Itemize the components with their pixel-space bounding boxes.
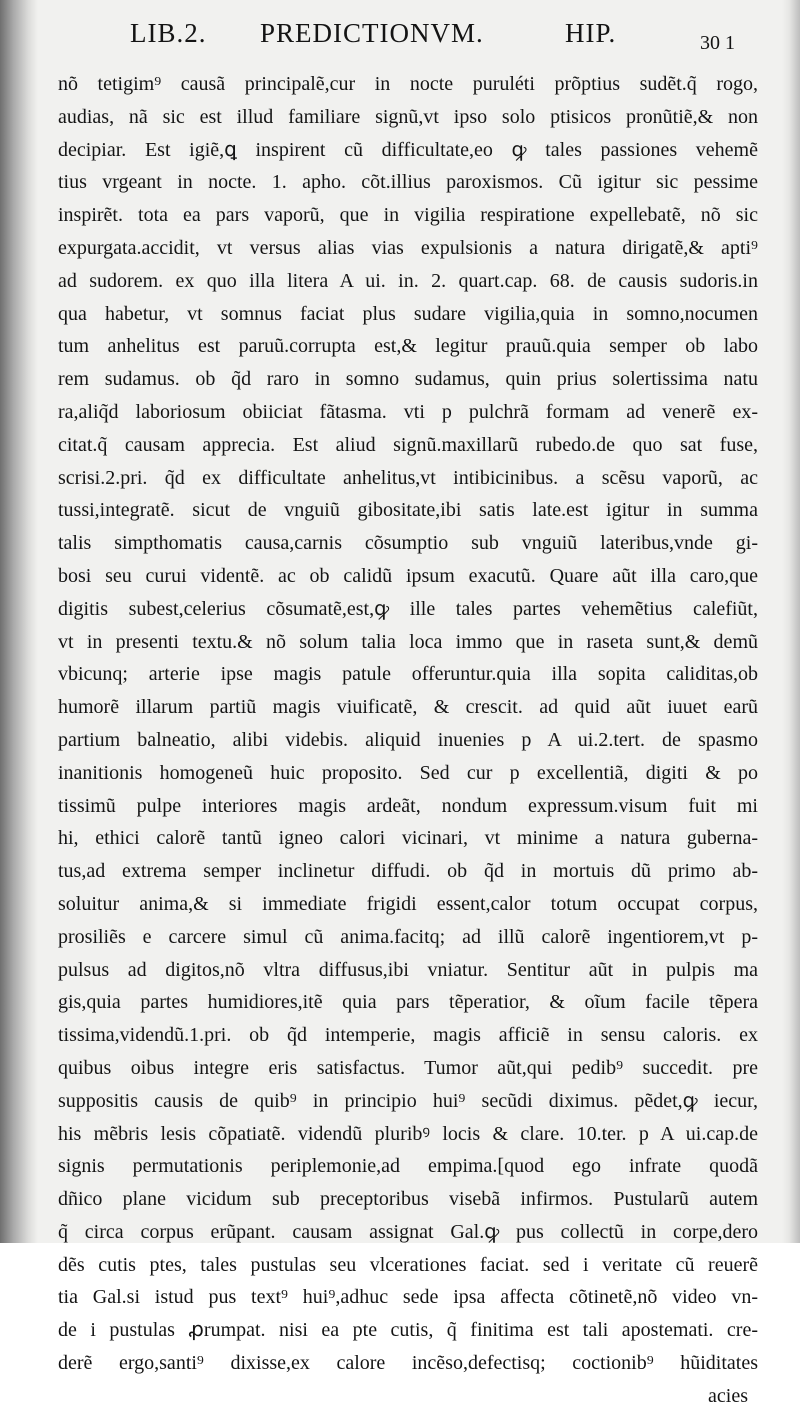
text-line: tius vrgeant in nocte. 1. apho. cõt.illius paroxismos. Cũ igitur sic pessime [58, 171, 758, 194]
text-line: dẽs cutis ptes, tales pustulas seu vlcerationes faciat. sed i veritate cũ reuerẽ [58, 1253, 758, 1276]
text-line: expurgata.accidit, vt versus alias vias expulsionis a natura dirigatẽ,& apti⁹ [58, 236, 758, 259]
text-line: tissima,videndũ.1.pri. ob q̃d intemperie, magis afficiẽ in sensu caloris. ex [58, 1024, 758, 1047]
text-line: derẽ ergo,santi⁹ dixisse,ex calore incẽso,defectisq; coctionib⁹ hũiditates [58, 1352, 758, 1375]
text-line: q̃ circa corpus erũpant. causam assignat Gal.ꝙ pus collectũ in corpe,dero [58, 1220, 758, 1243]
text-line: prosiliẽs e carcere simul cũ anima.facitq; ad illũ calorẽ ingentiorem,vt p- [58, 925, 758, 948]
body-text [58, 68, 758, 1413]
text-line: tia Gal.si istud pus text⁹ hui⁹,adhuc sede ipsa affecta cõtinetẽ,nõ video vn- [58, 1286, 758, 1309]
page-edge-shadow-left [0, 0, 38, 1243]
text-line: tussi,integratẽ. sicut de vnguiũ gibositate,ibi satis late.est igitur in summa [58, 499, 758, 522]
text-line: signis permutationis periplemonie,ad empima.[quod ego infrate quodã [58, 1155, 758, 1178]
text-line: suppositis causis de quib⁹ in principio hui⁹ secũdi diximus. pẽdet,ꝙ iecur, [58, 1089, 758, 1112]
text-line: qua habetur, vt somnus faciat plus sudare vigilia,quia in somno,nocumen [58, 302, 758, 325]
text-line: scrisi.2.pri. q̃d ex difficultate anhelitus,vt intibicinibus. a scẽsu vaporũ, ac [58, 466, 758, 489]
text-line: vbicunq; arterie ipse magis patule offeruntur.quia illa sopita caliditas,ob [58, 663, 758, 686]
text-line: soluitur anima,& si immediate frigidi essent,calor totum occupat corpus, [58, 892, 758, 915]
text-line: tissimũ pulpe interiores magis ardeãt, nondum expressum.visum fuit mi [58, 794, 758, 817]
text-line: nõ tetigim⁹ causã principalẽ,cur in nocte puruléti prõptius sudẽt.q̃ rogo, [58, 73, 758, 95]
text-line: vt in presenti textu.& nõ solum talia loca immo que in raseta sunt,& demũ [58, 630, 758, 653]
text-line: gis,quia partes humidiores,itẽ quia pars tẽperatior, & oĩum facile tẽpera [58, 991, 758, 1014]
running-header [130, 14, 740, 54]
text-line: tus,ad extrema semper inclinetur diffudi. ob q̃d in mortuis dũ primo ab- [58, 860, 758, 883]
text-line: digitis subest,celerius cõsumatẽ,est,ꝙ ille tales partes vehemẽtius calefiũt, [58, 597, 758, 620]
folio-number: 30 1 [700, 32, 735, 54]
text-line: dñico plane vicidum sub preceptoribus visebã infirmos. Pustularũ autem [58, 1188, 758, 1211]
text-line: rem sudamus. ob q̃d raro in somno sudamus, quin prius solertissima natu [58, 368, 758, 391]
text-line: inanitionis homogeneũ huic proposito. Sed cur p excellentiã, digiti & po [58, 761, 758, 784]
text-line: decipiar. Est igiẽ,ꝗ inspirent cũ difficultate,eo ꝙ tales passiones vehemẽ [58, 138, 758, 161]
text-line: inspirẽt. tota ea pars vaporũ, que in vigilia respiratione expellebatẽ, nõ sic [58, 204, 758, 227]
text-line: humorẽ illarum partiũ magis viuificatẽ, & crescit. ad quid aũt iuuet earũ [58, 696, 758, 719]
text-line: de i pustulas ꝓrumpat. nisi ea pte cutis, q̃ finitima est tali apostemati. cre- [58, 1319, 758, 1342]
text-line: ra,aliq̃d laboriosum obiiciat fãtasma. vti p pulchrã formam ad venerẽ ex- [58, 400, 758, 423]
header-title: PREDICTIONVM. [260, 18, 484, 48]
text-line: partium balneatio, alibi videbis. aliquid inuenies p A ui.2.tert. de spasmo [58, 728, 758, 751]
text-line: his mẽbris lesis cõpatiatẽ. videndũ pluribꝰ locis & clare. 10.ter. p A ui.cap.de [58, 1122, 758, 1145]
text-line: hi, ethici calorẽ tantũ igneo calori vicinari, vt minime a natura guberna- [58, 827, 758, 850]
text-line: audias, nã sic est illud familiare signũ,vt ipso solo ptisicos pronũtiẽ,& non [58, 105, 758, 128]
header-author: HIP. [565, 18, 617, 48]
header-book-number: LIB.2. [130, 18, 207, 48]
text-line: quibus oibus integre eris satisfactus. Tumor aũt,qui pedib⁹ succedit. pre [58, 1056, 758, 1079]
text-line: tum anhelitus est paruũ.corrupta est,& legitur prauũ.quia semper ob labo [58, 335, 758, 358]
text-line: acies [708, 1384, 748, 1407]
text-line: ad sudorem. ex quo illa litera A ui. in. 2. quart.cap. 68. de causis sudoris.in [58, 269, 758, 292]
text-line: bosi seu curui videntẽ. ac ob calidũ ipsum exacutũ. Quare aũt illa caro,que [58, 564, 758, 587]
text-line: pulsus ad digitos,nõ vltra diffusus,ibi vniatur. Sentitur aũt in pulpis ma [58, 958, 758, 981]
text-line: citat.q̃ causam apprecia. Est aliud signũ.maxillarũ rubedo.de quo sat fuse, [58, 433, 758, 456]
text-line: talis simpthomatis causa,carnis cõsumptio sub vnguiũ lateribus,vnde gi- [58, 532, 758, 555]
page-edge-shadow-right [782, 0, 800, 1243]
